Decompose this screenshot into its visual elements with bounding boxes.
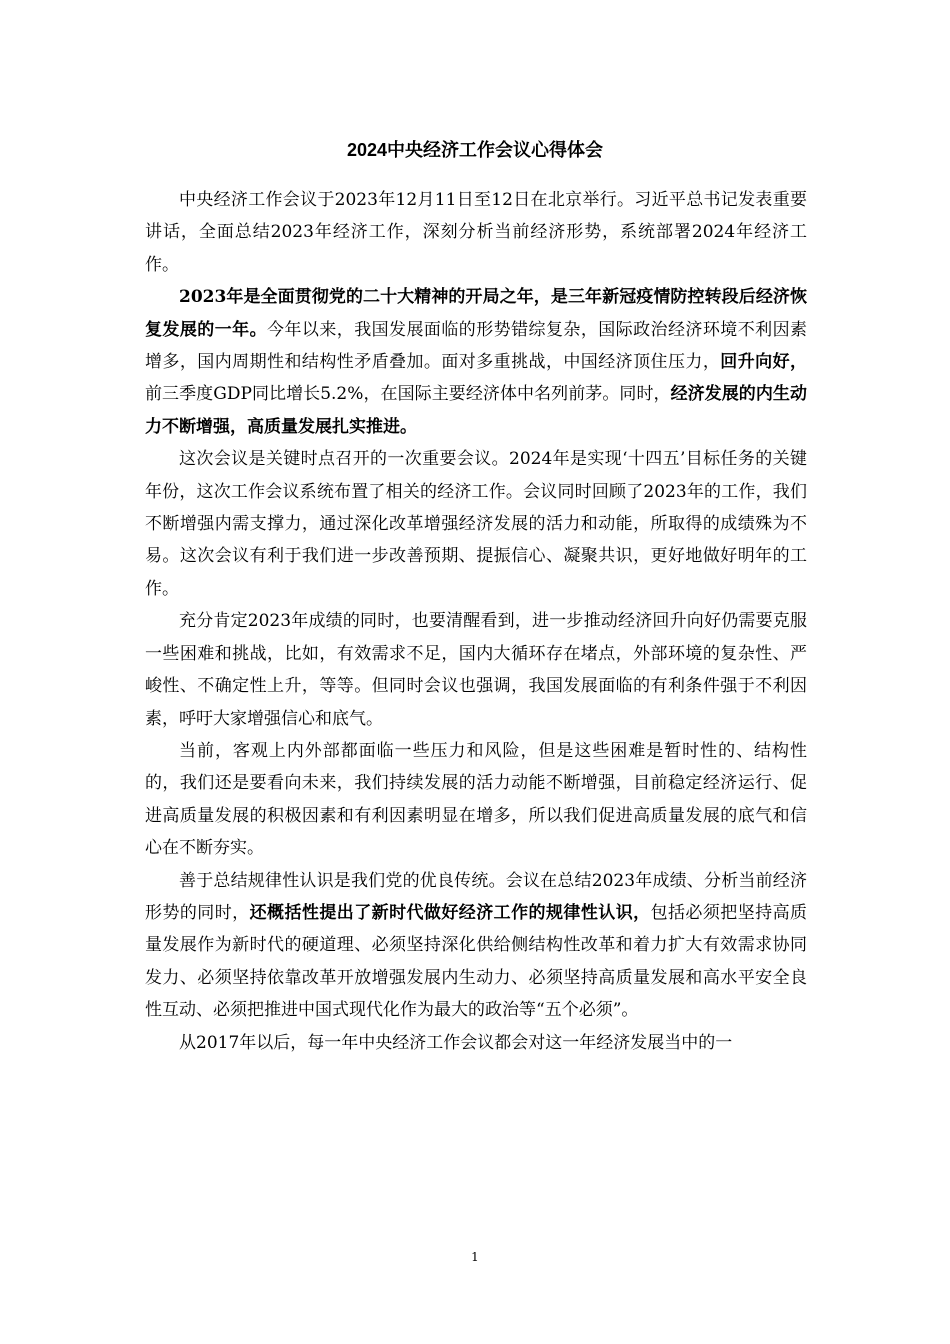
- paragraph-7: 从2017年以后，每一年中央经济工作会议都会对这一年经济发展当中的一: [179, 1032, 733, 1053]
- paragraph-6: [145, 865, 807, 1027]
- text-run: 包括必须把坚持高质量发展作为新时代的硬道理、必须坚持深化供给侧结构性改革和着力扩大有效需求协同发力、必须坚持依靠改革开放增强发展内生动力、必须坚持高质量发展和高水平安全良性互动、必须把推进中国式现代化作为最大的政治等“五个必须”。: [145, 902, 808, 1021]
- text-run: 前三季度GDP同比增长5.2%，在国际主要经济体中名列前茅。同时，: [145, 384, 671, 405]
- paragraph-4: 充分肯定2023年成绩的同时，也要清醒看到，进一步推动经济回升向好仍需要克服一些困难和挑战，比如，有效需求不足，国内大循环存在堵点，外部环境的复杂性、严峻性、不确定性上升，等等。但同时会议也强调，我国发展面临的有利条件强于不利因素，呼吁大家增强信心和底气。: [145, 611, 807, 729]
- paragraph-1: 中央经济工作会议于2023年12月11日至12日在北京举行。习近平总书记发表重要讲话，全面总结2023年经济工作，深刻分析当前经济形势，系统部署2024年经济工作。: [145, 190, 807, 275]
- paragraph-5: 当前，客观上内外部都面临一些压力和风险，但是这些困难是暂时性的、结构性的，我们还是要看向未来，我们持续发展的活力动能不断增强，目前稳定经济运行、促进高质量发展的积极因素和有利因素明显在增多，所以我们促进高质量发展的底气和信心在不断夯实。: [145, 740, 807, 859]
- bold-phrase: 经济发展的内生动力不断增强，高质量发展扎实推进。: [145, 384, 807, 437]
- bold-phrase: 还概括性提出了新时代做好经济工作的规律性认识，: [249, 902, 651, 923]
- bold-phrase: 2023年是全面贯彻党的二十大精神的开局之年，是三年新冠疫情防控转段后经济恢复发展的一年。: [145, 287, 807, 340]
- text-run: 善于总结规律性认识是我们党的优良传统。会议在总结2023年成绩、分析当前经济形势的同时，: [145, 870, 807, 923]
- text-run: 今年以来，我国发展面临的形势错综复杂，国际政治经济环境不利因素增多，国内周期性和结构性矛盾叠加。面对多重挑战，中国经济顶住压力，: [145, 319, 808, 373]
- document-body: [145, 184, 807, 1059]
- document-title: 2024中央经济工作会议心得体会: [346, 140, 604, 160]
- paragraph-3: 这次会议是关键时点召开的一次重要会议。2024年是实现‘十四五’目标任务的关键年份，这次工作会议系统布置了相关的经济工作。会议同时回顾了2023年的工作，我们不断增强内需支撑力，通过深化改革增强经济发展的活力和动能，所取得的成绩殊为不易。这次会议有利于我们进一步改善预期、提振信心、凝聚共识，更好地做好明年的工作。: [145, 449, 807, 599]
- bold-phrase: 回升向好，: [720, 352, 808, 373]
- paragraph-2: [145, 281, 807, 443]
- page-number: 1: [471, 1250, 479, 1264]
